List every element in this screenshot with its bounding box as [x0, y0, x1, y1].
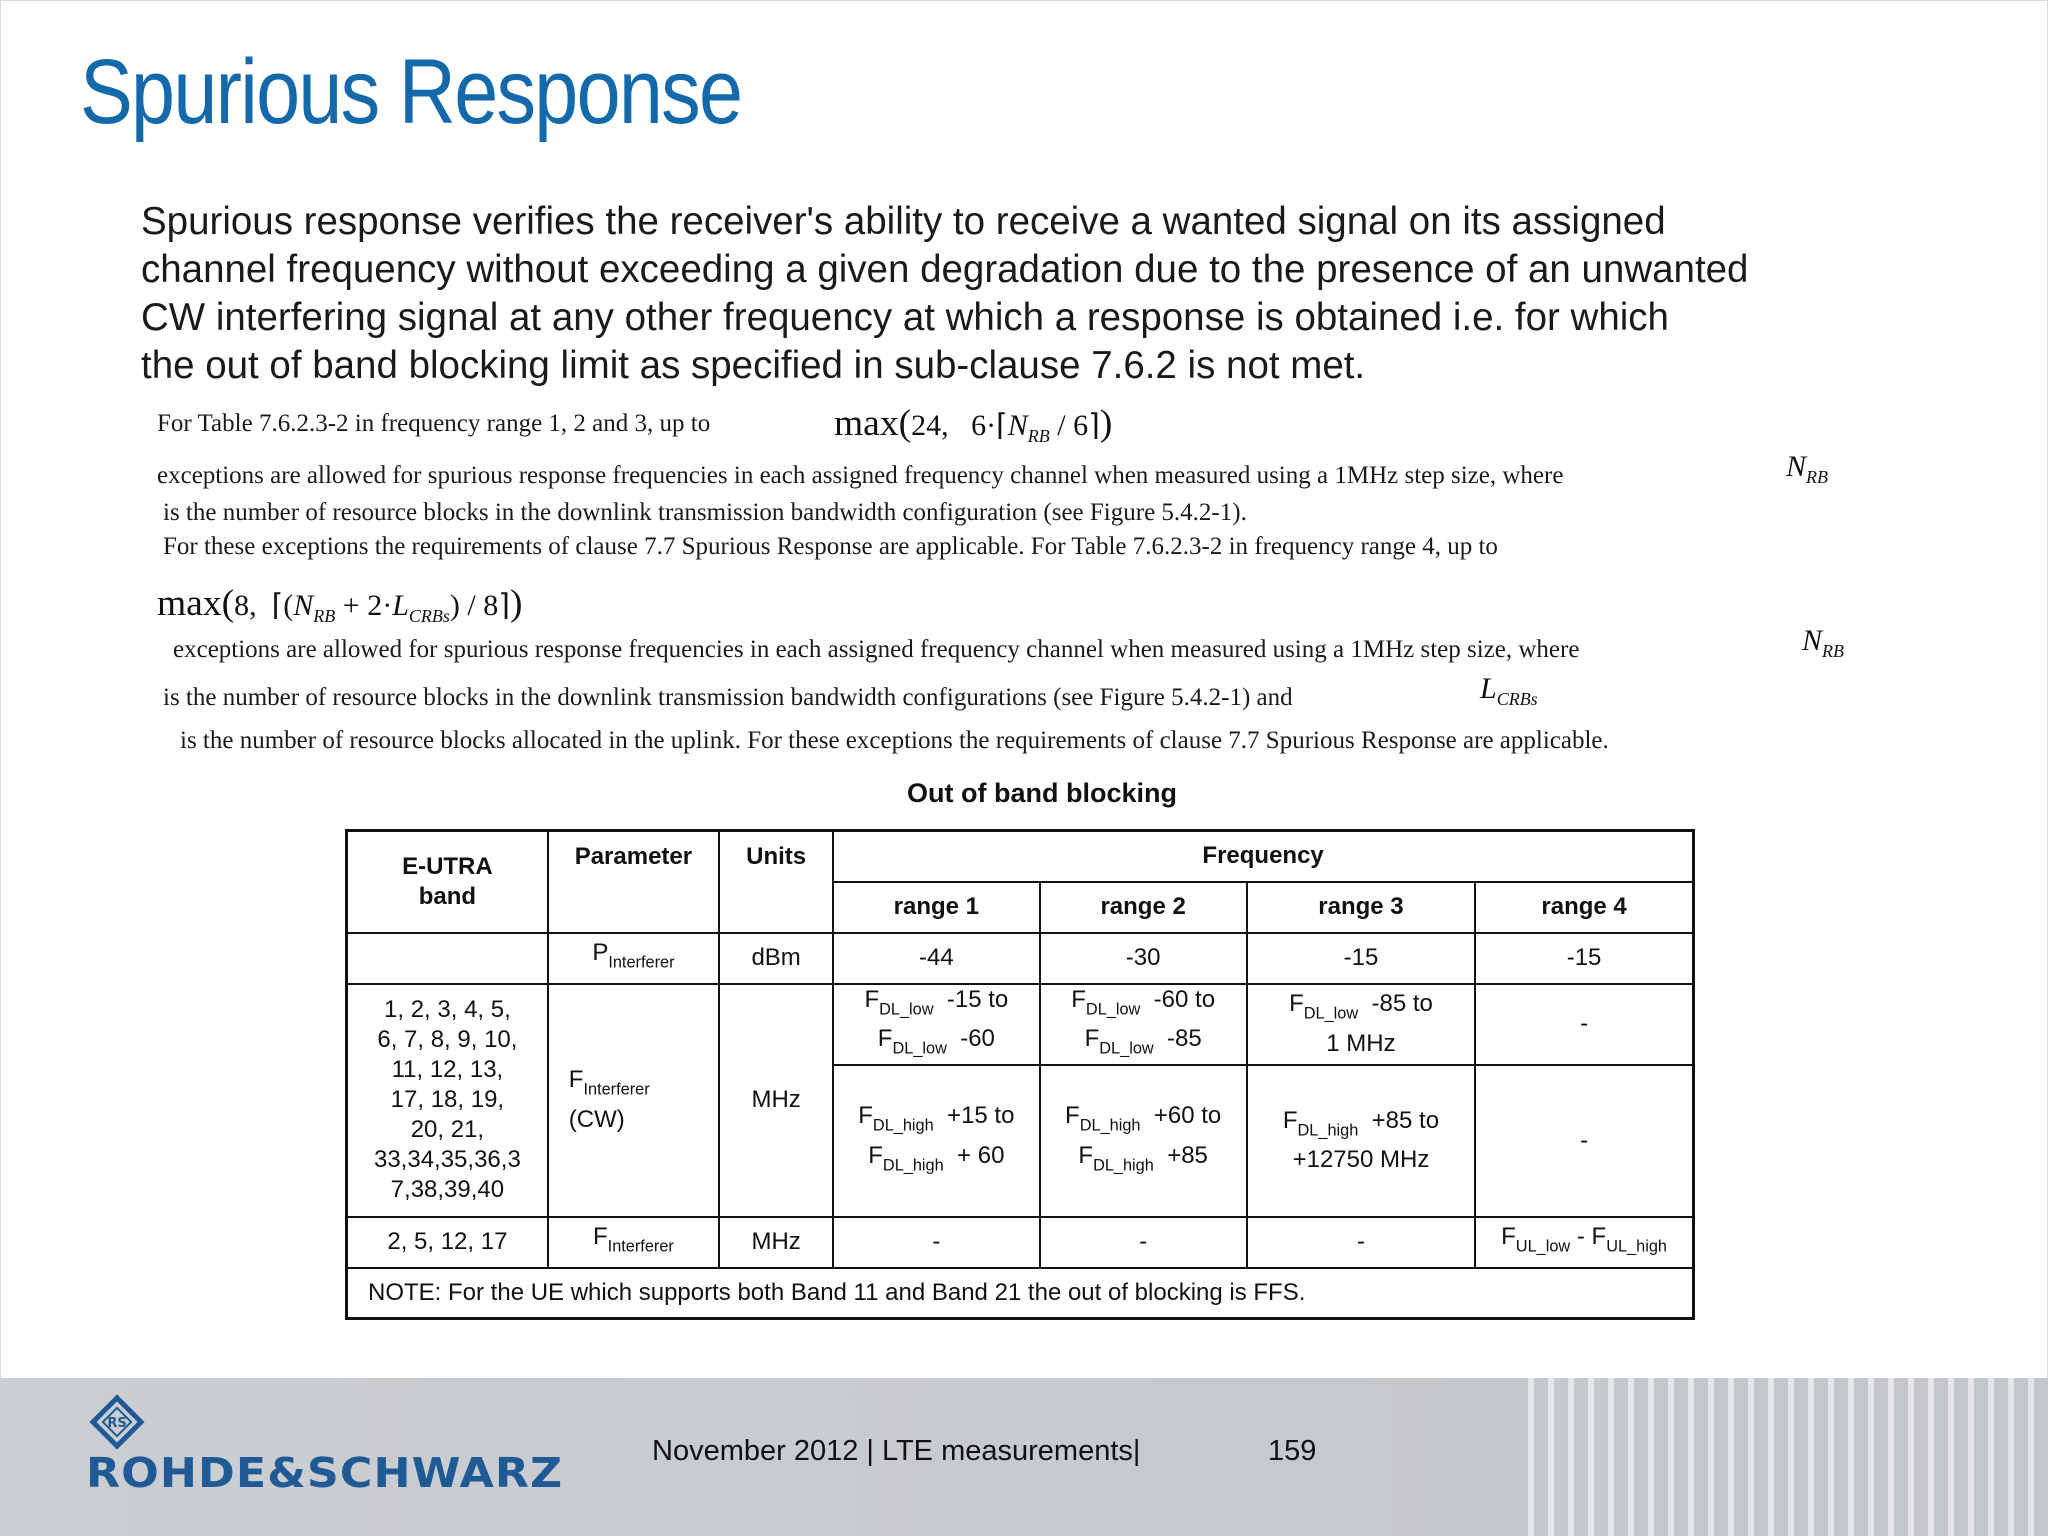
header-range-1: range 1 — [833, 882, 1039, 933]
f-interferer-param: $F_{Interferer}$ — [548, 1217, 719, 1268]
low-range-1: $F_{DL\_low}$ -15 to $F_{DL\_low}$ -60 — [833, 984, 1039, 1065]
intro-line: the out of band blocking limit as specified in sub-clause 7.6.2 is not met. — [141, 344, 1366, 387]
table-row — [347, 1217, 1694, 1268]
p-interferer-range-1: -44 — [833, 933, 1039, 984]
spec-line-7: is the number of resource blocks allocated in the uplink. For these exceptions the requirements of clause 7.7 Spurious Response are applicable. — [180, 727, 1609, 754]
rohde-schwarz-logo-text: ROHDE&SCHWARZ — [86, 1449, 564, 1497]
group2-range-2: - — [1040, 1217, 1247, 1268]
spec-line-4: For these exceptions the requirements of clause 7.7 Spurious Response are applicable. For Table 7.6.2.3-2 in frequency range 4, up to — [163, 533, 1498, 560]
band-list-cell-2: 2, 5, 12, 17 — [347, 1217, 548, 1268]
formula-max-8: max(8, $⌈(N_{RB} + 2\cdot L_{CRBs})$ / 8⌉) — [157, 583, 523, 626]
band-list-cell: 1, 2, 3, 4, 5, 6, 7, 8, 9, 10, 11, 12, 13, 17, 18, 19, 20, 21, 33,34,35,36,3 7,38,39,40 — [347, 984, 548, 1217]
p-interferer-units: dBm — [719, 933, 833, 984]
formula-max-24: max(24, $6\cdot⌈N_{RB}$ / 6⌉) — [834, 403, 1113, 446]
spec-line-5: exceptions are allowed for spurious response frequencies in each assigned frequency channel when measured using a 1MHz step size, where — [173, 636, 1580, 663]
out-of-band-blocking-table — [345, 829, 1695, 1320]
page-title: Spurious Response — [80, 41, 742, 143]
table-row — [347, 933, 1694, 984]
high-range-3: $F_{DL\_high} +85$ to +12750 MHz — [1247, 1065, 1475, 1217]
f-interferer-units: MHz — [719, 1217, 833, 1268]
diamond-logo-icon — [84, 1393, 150, 1455]
header-range-2: range 2 — [1040, 882, 1247, 933]
footer-text: November 2012 | LTE measurements| — [652, 1435, 1141, 1467]
low-range-4: - — [1475, 984, 1693, 1065]
intro-paragraph — [141, 198, 2001, 390]
group2-range-3: - — [1247, 1217, 1475, 1268]
spec-line-6: is the number of resource blocks in the downlink transmission bandwidth configurations (see Figure 5.4.2-1) and — [163, 684, 1293, 711]
page-number: 159 — [1268, 1435, 1317, 1467]
spec-line-1: For Table 7.6.2.3-2 in frequency range 1, 2 and 3, up to — [157, 410, 711, 437]
header-frequency: Frequency — [833, 831, 1693, 882]
p-interferer-range-2: -30 — [1040, 933, 1247, 984]
low-range-3: $F_{DL\_low}$ -85 to 1 MHz — [1247, 984, 1475, 1065]
spec-line-3: is the number of resource blocks in the downlink transmission bandwidth configuration (see Figure 5.4.2-1). — [163, 499, 1247, 526]
header-range-3: range 3 — [1247, 882, 1475, 933]
header-range-4: range 4 — [1475, 882, 1693, 933]
p-interferer-range-4: -15 — [1475, 933, 1693, 984]
low-range-2: $F_{DL\_low}$ -60 to $F_{DL\_low}$ -85 — [1040, 984, 1247, 1065]
intro-line: Spurious response verifies the receiver's ability to receive a wanted signal on its assigned — [141, 200, 1666, 243]
empty-band-cell — [347, 933, 548, 984]
table-row — [347, 984, 1694, 1065]
intro-line: channel frequency without exceeding a given degradation due to the presence of an unwanted — [141, 248, 1749, 291]
table-note: NOTE: For the UE which supports both Band 11 and Band 21 the out of blocking is FFS. — [347, 1268, 1694, 1319]
symbol-l-crbs: $L_{CRBs}$ — [1480, 672, 1538, 709]
footer-stripes — [1528, 1378, 2048, 1536]
high-range-2: $F_{DL\_high} +60$ to $F_{DL\_high} +85$ — [1040, 1065, 1247, 1217]
f-interferer-cw-param: $F_{Interferer}$ (CW) — [548, 984, 719, 1217]
table-caption: Out of band blocking — [907, 778, 1177, 808]
group2-range-1: - — [833, 1217, 1039, 1268]
p-interferer-param: $P_{Interferer}$ — [548, 933, 719, 984]
header-parameter: Parameter — [548, 831, 719, 933]
high-range-1: $F_{DL\_high} +15$ to $F_{DL\_high} + 60$ — [833, 1065, 1039, 1217]
p-interferer-range-3: -15 — [1247, 933, 1475, 984]
spec-line-2: exceptions are allowed for spurious response frequencies in each assigned frequency channel when measured using a 1MHz step size, where — [157, 462, 1564, 489]
high-range-4: - — [1475, 1065, 1693, 1217]
symbol-n-rb-2: $N_{RB}$ — [1802, 624, 1845, 661]
svg-text:RS: RS — [107, 1416, 127, 1431]
header-band: E-UTRA band — [347, 831, 548, 933]
symbol-n-rb-1: $N_{RB}$ — [1786, 450, 1829, 487]
header-units: Units — [719, 831, 833, 933]
intro-line: CW interfering signal at any other frequency at which a response is obtained i.e. for which — [141, 296, 1669, 339]
table-note-row — [347, 1268, 1694, 1319]
group2-range-4: $F_{UL\_low} - F_{UL\_high}$ — [1475, 1217, 1693, 1268]
f-interferer-cw-units: MHz — [719, 984, 833, 1217]
